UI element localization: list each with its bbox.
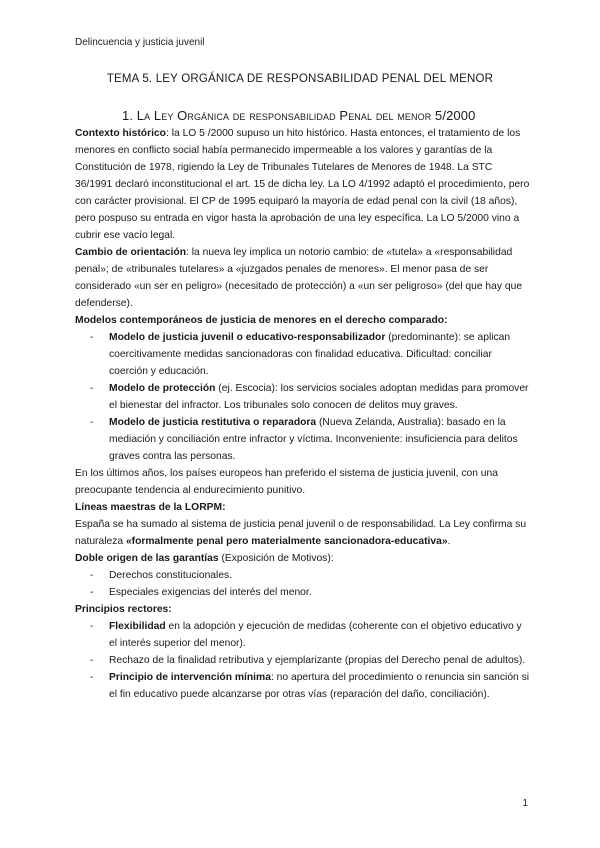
list-item: - Modelo de justicia juvenil o educativo-responsabilizador (predominante): se aplican coercitivamente medidas sancionadoras con finalidad educativa. Dificultad: conciliar coerción y educación.	[109, 329, 530, 380]
modelos-list	[75, 329, 530, 465]
garantias-list	[75, 567, 530, 601]
paragraph-contexto	[75, 125, 530, 244]
document-body	[75, 125, 530, 703]
cambio-text: : la nueva ley implica un notorio cambio: de «tutela» a «responsabilidad penal»; de «tribunales tutelares» a «juzgados penales de menores». El menor pasa de ser considerado «un ser en peligro» (necesitado de protección) a «un ser peligroso» (del que hay que defenderse).	[75, 247, 523, 309]
paragraph-lineas: España se ha sumado al sistema de justicia penal juvenil o de responsabilidad. La Ley confirma su naturaleza «formalmente penal pero materialmente sancionadora-educativa».	[75, 519, 527, 547]
list-item: - Modelo de justicia restitutiva o reparadora (Nueva Zelanda, Australia): basado en la mediación y conciliación entre infractor y víctima. Inconveniente: insuficiencia para delitos graves contra las personas.	[109, 414, 530, 465]
principios-list	[75, 618, 530, 703]
list-item: - Principio de intervención mínima: no apertura del procedimiento o renuncia sin sanción si el fin educativo puede alcanzarse por otras vías (reparación del daño, conciliación).	[109, 669, 530, 703]
doble-origen: Doble origen de las garantías (Exposición de Motivos):	[75, 553, 334, 564]
page-number: 1	[522, 798, 528, 809]
document-title: TEMA 5. LEY ORGÁNICA DE RESPONSABILIDAD PENAL DEL MENOR	[106, 73, 494, 85]
paragraph-cambio	[75, 244, 530, 312]
running-header: Delincuencia y justicia juvenil	[75, 37, 205, 48]
contexto-label: Contexto histórico	[75, 128, 166, 139]
list-item: - Derechos constitucionales.	[109, 567, 530, 584]
list-item: - Rechazo de la finalidad retributiva y ejemplarizante (propias del Derecho penal de adultos).	[109, 652, 530, 669]
principios-heading: Principios rectores:	[75, 604, 172, 615]
list-item: - Flexibilidad en la adopción y ejecución de medidas (coherente con el objetivo educativo y el interés superior del menor).	[109, 618, 530, 652]
modelos-heading: Modelos contemporáneos de justicia de menores en el derecho comparado:	[75, 315, 448, 326]
contexto-text: : la LO 5 /2000 supuso un hito histórico. Hasta entonces, el tratamiento de los menores en conflicto social había permanecido impermeable a los valores y garantías de la Constitución de 1978, rigiendo la Ley de Tribunales Tutelares de Menores de 1948. La STC 36/1991 declaró inconstitucional el art. 15 de dicha ley. La LO 4/1992 adaptó el procedimiento, pero con carácter provisional. El CP de 1995 equiparó la mayoría de edad penal con la civil (18 años), pero pospuso su entrada en vigor hasta la aprobación de una ley específica. La LO 5/2000 vino a cubrir ese vacío legal.	[75, 128, 530, 241]
list-item: - Modelo de protección (ej. Escocia): los servicios sociales adoptan medidas para promover el bienestar del infractor. Los tribunales solo conocen de delitos muy graves.	[109, 380, 530, 414]
lineas-heading: Líneas maestras de la LORPM:	[75, 502, 226, 513]
paragraph-europa: En los últimos años, los países europeos han preferido el sistema de justicia juvenil, con una preocupante tendencia al endurecimiento punitivo.	[75, 468, 498, 496]
section-title: 1. La Ley Orgánica de responsabilidad Penal del menor 5/2000	[122, 108, 476, 123]
list-item: - Especiales exigencias del interés del menor.	[109, 584, 530, 601]
cambio-label: Cambio de orientación	[75, 247, 186, 258]
